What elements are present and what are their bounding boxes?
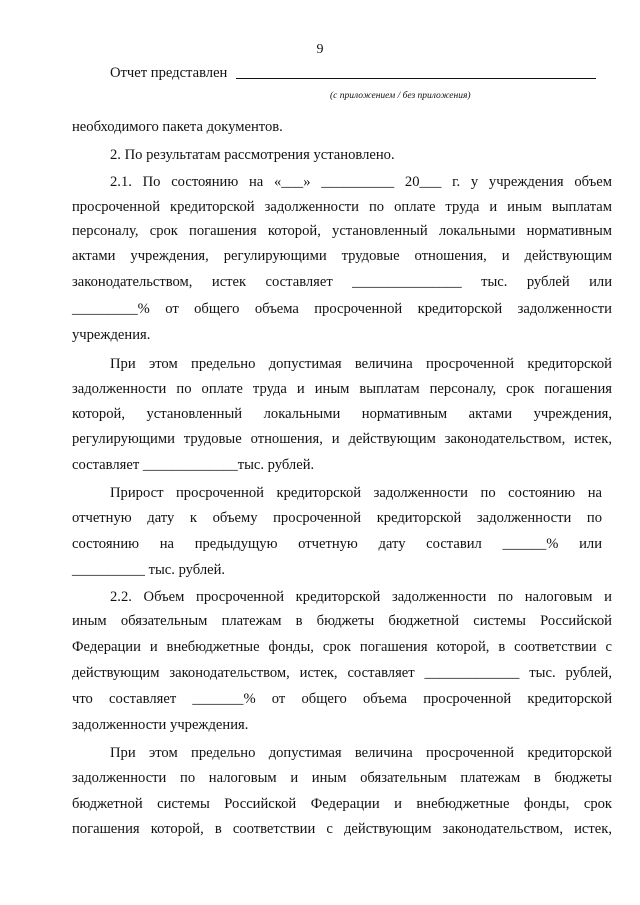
text-line: персоналу, срок погашения которой, установленный локальными нормативным <box>72 223 612 239</box>
text-line: задолженности учреждения. <box>72 717 249 733</box>
text-line: задолженности по оплате труда и иным выплатам персоналу, срок погашения <box>72 381 612 397</box>
text-line: При этом предельно допустимая величина просроченной кредиторской <box>110 745 612 761</box>
text-line: _________% от общего объема просроченной кредиторской задолженности <box>72 301 612 317</box>
text-line: составляет _____________тыс. рублей. <box>72 457 315 473</box>
section-heading: 2. По результатам рассмотрения установлено. <box>110 147 395 163</box>
text-line: При этом предельно допустимая величина просроченной кредиторской <box>110 356 612 372</box>
text-line: законодательством, истек составляет _______________ тыс. рублей или <box>72 274 612 290</box>
text-line: __________ тыс. рублей. <box>72 562 226 578</box>
page-number: 9 <box>316 42 324 57</box>
text-line: Прирост просроченной кредиторской задолженности по состоянию на <box>110 485 602 501</box>
text-line: иным обязательным платежам в бюджеты бюджетной системы Российской <box>72 613 612 629</box>
report-caption: (с приложением / без приложения) <box>330 91 471 101</box>
text-line: отчетную дату к объему просроченной кредиторской задолженности по <box>72 510 602 526</box>
report-label: Отчет представлен <box>110 65 228 81</box>
text-line: что составляет _______% от общего объема просроченной кредиторской <box>72 691 612 707</box>
text-line: задолженности по налоговым и иным обязательным платежам в бюджеты <box>72 770 612 786</box>
text-line: 2.1. По состоянию на «___» __________ 20___ г. у учреждения объем <box>110 174 612 190</box>
text-line: учреждения. <box>72 327 151 343</box>
text-line: Федерации и внебюджетные фонды, срок погашения которой, в соответствии с <box>72 639 612 655</box>
report-fill-line <box>236 78 596 79</box>
text-line: регулирующими трудовые отношения, и действующим законодательством, истек, <box>72 431 612 447</box>
text-line: состоянию на предыдущую отчетную дату составил ______% или <box>72 536 602 552</box>
text-line: просроченной кредиторской задолженности по оплате труда и иным выплатам <box>72 199 612 215</box>
text-line: бюджетной системы Российской Федерации и внебюджетные фонды, срок <box>72 796 612 812</box>
text-line: действующим законодательством, истек, составляет _____________ тыс. рублей, <box>72 665 612 681</box>
text-line: которой, установленный локальными нормативным актами учреждения, <box>72 406 612 422</box>
text-line: погашения которой, в соответствии с действующим законодательством, истек, <box>72 821 612 837</box>
text-line: актами учреждения, регулирующими трудовые отношения, и действующим <box>72 248 612 264</box>
text-line: 2.2. Объем просроченной кредиторской задолженности по налоговым и <box>110 589 612 605</box>
text-line: необходимого пакета документов. <box>72 119 283 135</box>
